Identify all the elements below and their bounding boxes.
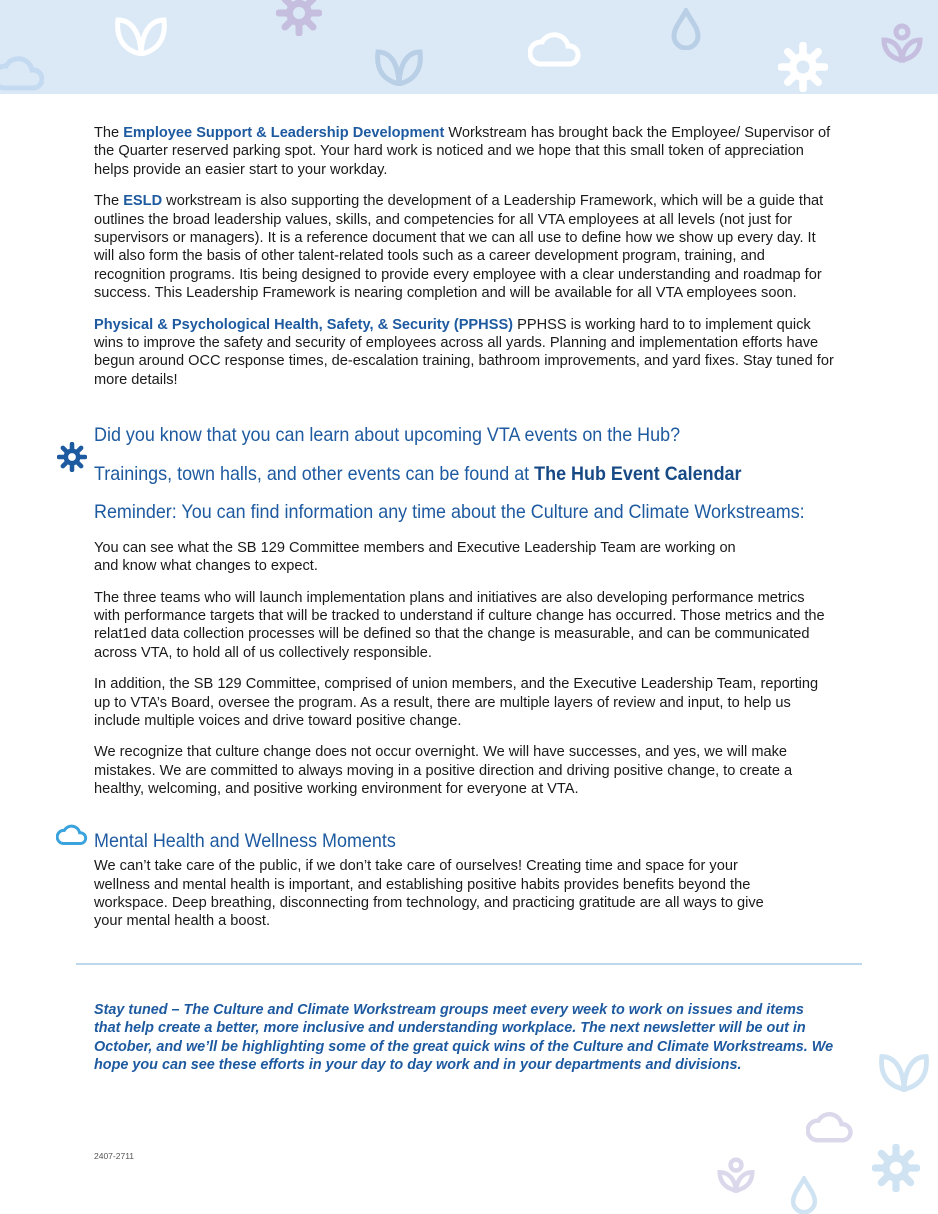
leaf-icon <box>374 46 424 86</box>
sprout-icon <box>880 22 924 64</box>
leaf-icon <box>878 1050 930 1092</box>
cloud-icon <box>528 28 582 68</box>
gear-icon <box>57 442 87 472</box>
hub-heading-line: Did you know that you can learn about upcoming VTA events on the Hub? <box>94 424 681 447</box>
hub-heading-line: Trainings, town halls, and other events can be found at The Hub Event Calendar <box>94 462 742 485</box>
newsletter-content <box>94 124 834 944</box>
section-divider <box>76 963 862 965</box>
gear-icon <box>872 1144 920 1192</box>
pphss-paragraph: Physical & Psychological Health, Safety, & Security (PPHSS) PPHSS is working hard to to implement quick wins to improve the safety and security of employees across all yards. Planning and implementation efforts have begun around OCC response times, de-escalation training, bathroom improvements, and yard fixes. Stay tuned for more details! <box>94 316 834 388</box>
workstream-name: Employee Support & Leadership Development <box>123 125 445 141</box>
cloud-icon <box>0 52 44 94</box>
esld-framework-paragraph: The ESLD workstream is also supporting the development of a Leadership Framework, which will be a guide that outlines the broad leadership values, skills, and competencies for all VTA employees at all levels (not just for supervisors or managers). It is a reference document that we can all use to define how we show up every day. It will also form the basis of other talent-related tools such as a career development program, training, and recognition programs. Itis being designed to provide every employee with a clear understanding and roadmap for success. This Leadership Framework is nearing completion and will be available for all VTA employees soon. <box>94 193 824 302</box>
document-code: 2407-2711 <box>94 1151 135 1161</box>
cloud-icon <box>56 821 88 847</box>
body-paragraph: We recognize that culture change does not occur overnight. We will have successes, and yes, we will make mistakes. We are committed to always moving in a positive direction and driving positive change, to create a healthy, welcoming, and positive working environment for everyone at VTA. <box>94 744 793 798</box>
body-paragraph: You can see what the SB 129 Committee members and Executive Leadership Team are working on and know what changes to expect. <box>94 539 736 575</box>
wellness-paragraph: We can’t take care of the public, if we don’t take care of ourselves! Creating time and space for your wellness and mental health is important, and establishing positive habits provides benefits beyond the workspace. Deep breathing, disconnecting from technology, and practicing gratitude are all ways to give your mental health a boost. <box>94 858 764 930</box>
gear-icon <box>778 42 828 92</box>
esld-intro-paragraph: The Employee Support & Leadership Development Workstream has brought back the Employee/ Supervisor of the Quarter reserved parking spot. Your hard work is noticed and we hope that this small token of appreciation helps provide an easier start to your workday. <box>94 125 831 178</box>
workstream-acronym: ESLD <box>123 193 163 210</box>
body-paragraph: In addition, the SB 129 Committee, comprised of union members, and the Executive Leadership Team, reporting up to VTA’s Board, oversee the program. As a result, there are multiple layers of review and input, to help us include multiple voices and drive toward positive change. <box>94 676 819 730</box>
closing-note: Stay tuned – The Culture and Climate Workstream groups meet every week to work on issues and items that help create a better, more inclusive and understanding workplace. The next newsletter will be out in October, and we’ll be highlighting some of the great quick wins of the Culture and Climate Workstreams. We hope you can see these efforts in your day to day work and in your departments and divisions. <box>94 1002 834 1074</box>
wellness-heading: Mental Health and Wellness Moments <box>94 829 396 852</box>
water-drop-icon <box>670 8 702 50</box>
workstream-name: Physical & Psychological Health, Safety, & Security (PPHSS) <box>94 316 514 333</box>
sprout-icon <box>716 1156 756 1194</box>
body-paragraph: The three teams who will launch implementation plans and initiatives are also developing performance metrics with performance targets that will be tracked to understand if culture change has occurred. Those metrics and the relat1ed data collection processes will be defined so that the change is measurable, and can be communicated across VTA, to hold all of us collectively responsible. <box>94 589 825 661</box>
cloud-icon <box>806 1108 854 1144</box>
leaf-icon <box>114 14 168 56</box>
hub-heading-line: Reminder: You can find information any time about the Culture and Climate Workstreams: <box>94 501 805 524</box>
hub-event-calendar-link[interactable]: The Hub Event Calendar <box>534 462 742 485</box>
hub-section-heading <box>94 423 834 526</box>
water-drop-icon <box>788 1176 820 1214</box>
decorative-header-banner <box>0 0 938 94</box>
gear-icon <box>276 0 322 36</box>
